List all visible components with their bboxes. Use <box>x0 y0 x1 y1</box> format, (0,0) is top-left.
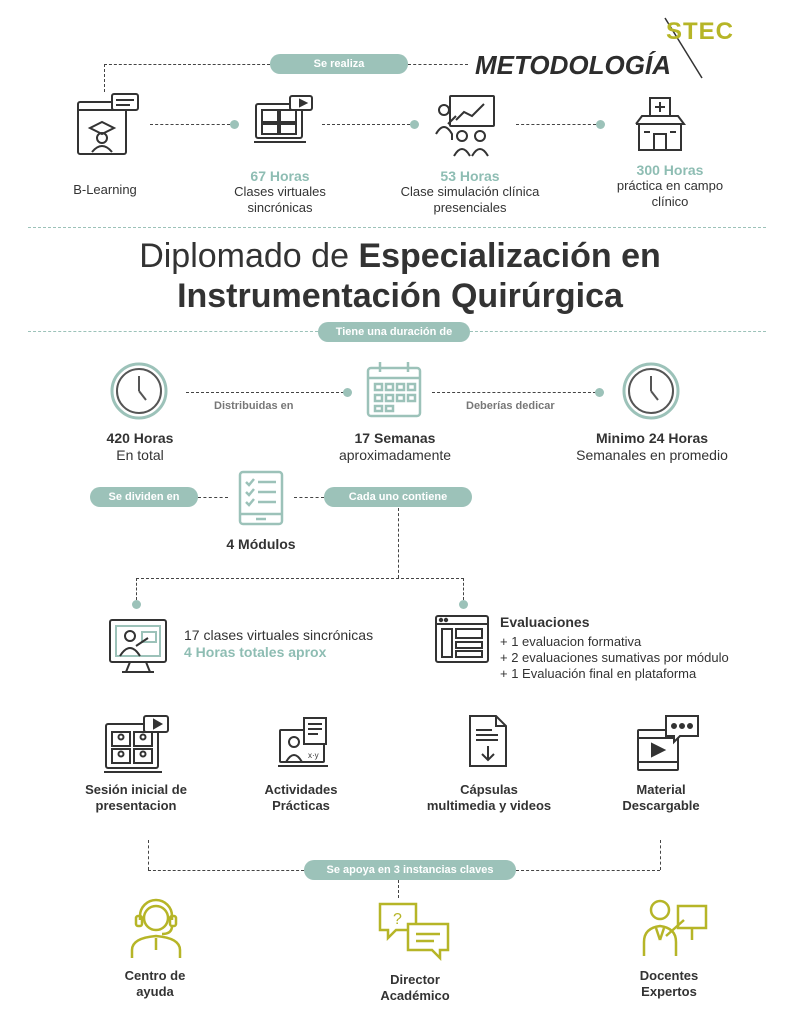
modality-simulation <box>400 168 540 216</box>
evaluations-title: Evaluaciones <box>500 614 590 630</box>
support-teachers <box>614 968 724 1000</box>
evaluation-item: + 2 evaluaciones sumativas por módulo <box>500 650 729 665</box>
resource-line2: presentacion <box>95 798 177 813</box>
headset-agent-icon <box>128 898 184 960</box>
label-cada-uno: Cada uno contiene <box>324 487 472 507</box>
connector-dot <box>132 600 141 609</box>
calendar-icon <box>366 360 422 418</box>
practice-activities-icon <box>278 716 334 772</box>
connector <box>463 578 464 600</box>
video-class-icon <box>254 96 314 146</box>
evaluation-item: + 1 Evaluación final en plataforma <box>500 666 697 681</box>
resource-line2: multimedia y videos <box>426 798 552 813</box>
media-chat-icon <box>636 714 702 774</box>
modality-text: práctica en campo clínico <box>616 178 724 209</box>
connector <box>150 124 230 125</box>
hospital-icon <box>634 96 686 152</box>
connector <box>104 64 270 65</box>
connector <box>516 870 660 871</box>
modality-text: Clase simulación clínica presenciales <box>400 184 540 215</box>
section-divider <box>28 227 766 228</box>
resource-line1: Cápsulas <box>460 782 518 797</box>
connector <box>148 870 304 871</box>
modules-count: 4 Módulos <box>226 536 296 552</box>
stec-logo-text: STEC <box>666 18 735 45</box>
document-download-icon <box>468 714 508 768</box>
checklist-tablet-icon <box>238 470 284 526</box>
resource-capsules <box>414 782 564 814</box>
modality-b-learning <box>50 182 160 198</box>
connector <box>398 880 399 898</box>
connector <box>398 508 399 578</box>
video-conference-icon <box>104 716 170 774</box>
connector <box>408 64 468 65</box>
connector <box>294 497 324 498</box>
connector-dot <box>459 600 468 609</box>
resource-line2: Descargable <box>622 798 700 813</box>
resource-activities <box>236 782 366 814</box>
connector-dot <box>410 120 419 129</box>
connector <box>322 124 410 125</box>
modality-text: B-Learning <box>73 182 137 197</box>
support-line2: Académico <box>380 988 450 1003</box>
resource-line2: Prácticas <box>272 798 330 813</box>
qa-chat-icon <box>378 902 450 960</box>
title-light: Diplomado de <box>139 237 359 275</box>
section-divider <box>470 331 766 332</box>
svg-text:x·y: x·y <box>308 751 319 760</box>
duration-title: 420 Horas <box>106 430 174 446</box>
clock-icon <box>622 362 680 420</box>
resource-line1: Material <box>636 782 686 797</box>
support-director <box>350 972 480 1004</box>
support-line2: ayuda <box>136 984 174 999</box>
connector-dot <box>595 388 604 397</box>
duration-total <box>70 430 210 464</box>
modality-hours: 53 Horas <box>440 168 500 184</box>
title-bold: Especialización en <box>358 237 661 275</box>
b-learning-icon <box>76 94 140 158</box>
duration-weeks <box>320 430 470 464</box>
duration-weekly <box>562 430 742 464</box>
classes-count: 17 clases virtuales sincrónicas <box>184 627 374 643</box>
connector <box>186 392 344 393</box>
duration-text: En total <box>116 447 164 463</box>
support-line1: Docentes <box>639 968 699 983</box>
modality-clinical-practice <box>600 162 740 210</box>
svg-text:?: ? <box>393 911 402 928</box>
connector <box>136 578 464 579</box>
title-bold-line2: Instrumentación Quirúrgica <box>177 277 623 315</box>
teacher-board-icon <box>638 896 708 958</box>
evaluation-window-icon <box>434 614 490 664</box>
connector <box>198 497 228 498</box>
clock-icon <box>110 362 168 420</box>
modality-hours: 67 Horas <box>250 168 310 184</box>
support-line2: Expertos <box>641 984 697 999</box>
page-title <box>60 236 740 316</box>
duration-text: aproximadamente <box>338 447 452 463</box>
connector-dot <box>343 388 352 397</box>
modality-text: Clases virtuales sincrónicas <box>234 184 326 215</box>
classes-hours: 4 Horas totales aprox <box>184 644 327 660</box>
methodology-title: METODOLOGÍA <box>475 50 671 80</box>
evaluations-info <box>500 614 729 682</box>
support-line1: Centro de <box>124 968 186 983</box>
label-se-realiza: Se realiza <box>270 54 408 74</box>
support-line1: Director <box>390 972 440 987</box>
virtual-class-icon <box>108 618 168 674</box>
section-divider <box>28 331 318 332</box>
presentation-icon <box>434 94 498 158</box>
connector <box>516 124 596 125</box>
resource-line1: Actividades <box>264 782 338 797</box>
label-distribuidas: Distribuidas en <box>214 400 294 412</box>
duration-title: Minimo 24 Horas <box>595 430 709 446</box>
label-duracion: Tiene una duración de <box>318 322 470 342</box>
label-deberias: Deberías dedicar <box>466 400 555 412</box>
duration-title: 17 Semanas <box>354 430 436 446</box>
brand-logo <box>470 10 735 80</box>
label-se-apoya: Se apoya en 3 instancias claves <box>304 860 516 880</box>
resource-downloadable <box>596 782 726 814</box>
resource-session <box>66 782 206 814</box>
resource-line1: Sesión inicial de <box>85 782 187 797</box>
modality-hours: 300 Horas <box>636 162 704 178</box>
classes-info <box>184 627 373 661</box>
connector-dot <box>596 120 605 129</box>
evaluation-item: + 1 evaluacion formativa <box>500 634 642 649</box>
connector <box>136 578 137 600</box>
modality-virtual-classes <box>210 168 350 216</box>
duration-text: Semanales en promedio <box>576 447 728 463</box>
connector <box>148 840 149 870</box>
connector <box>660 840 661 870</box>
connector <box>432 392 596 393</box>
connector-dot <box>230 120 239 129</box>
connector <box>104 64 105 92</box>
support-help-center <box>100 968 210 1000</box>
label-se-dividen: Se dividen en <box>90 487 198 507</box>
